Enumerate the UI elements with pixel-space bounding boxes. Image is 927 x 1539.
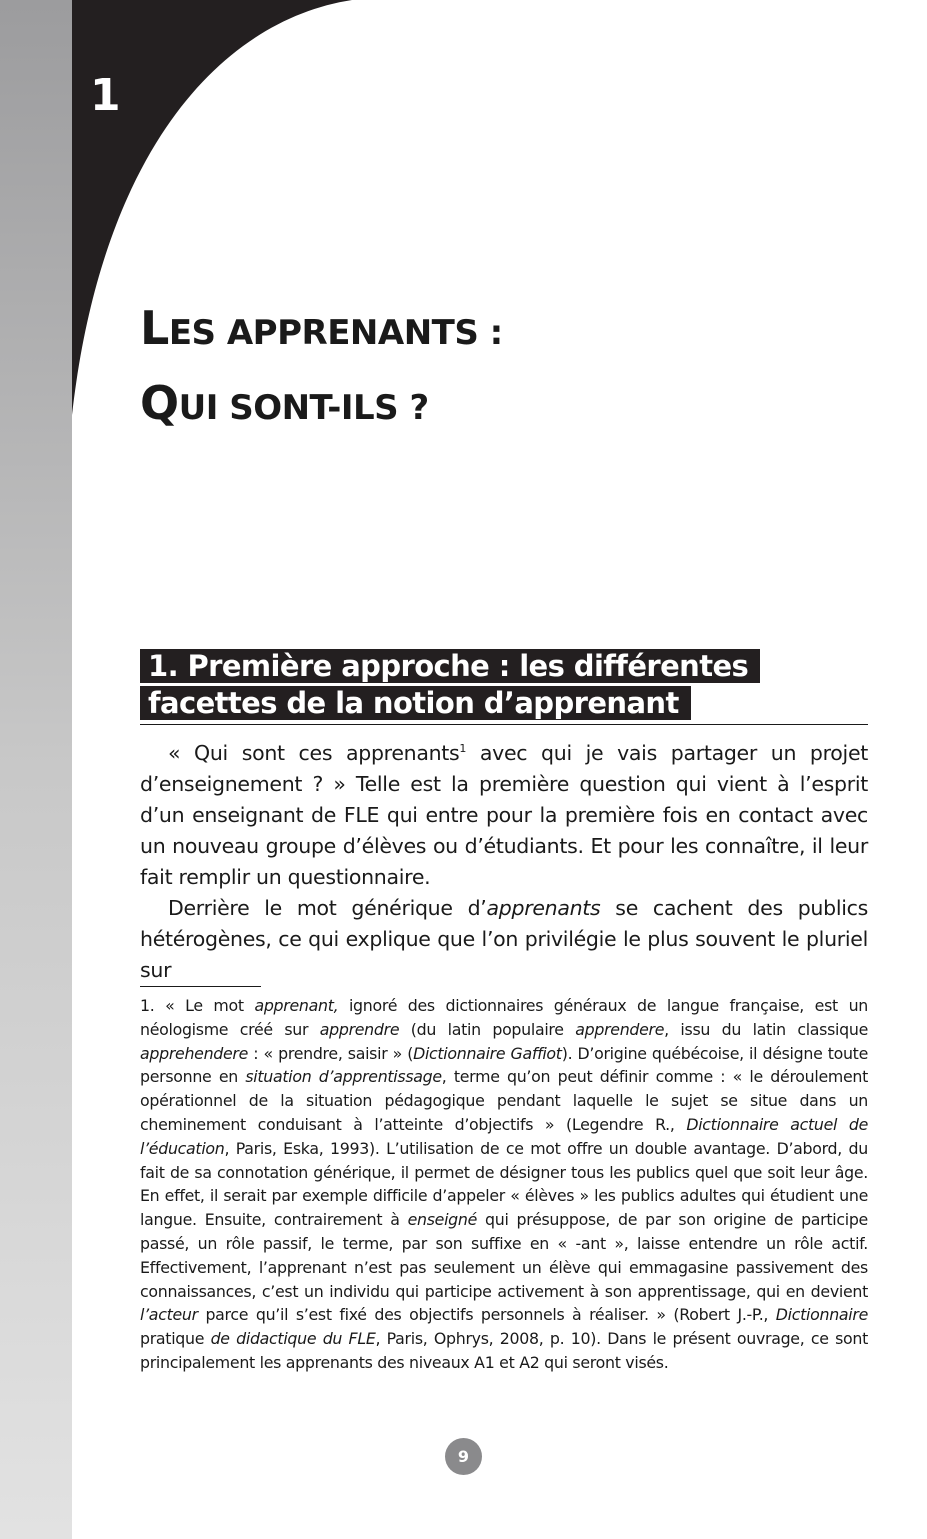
chapter-title xyxy=(140,296,503,446)
text-run: ). D’origine québécoise, il désigne toute personne en xyxy=(140,1043,868,1087)
page-number: 9 xyxy=(445,1438,482,1475)
text-run: enseigné xyxy=(407,1210,478,1230)
text-run: Dictionnaire xyxy=(775,1305,868,1325)
section-heading-line-1: 1. Première approche : les différentes xyxy=(140,649,760,683)
text-run: , issu du latin classique xyxy=(664,1019,868,1039)
text-run: apprehendere xyxy=(140,1043,249,1063)
page-edge-band xyxy=(0,0,72,1539)
paragraph xyxy=(140,893,868,986)
section-heading-line-2: facettes de la notion d’apprenant xyxy=(140,686,691,720)
section-heading xyxy=(140,648,868,725)
text-run: avec qui je vais partager un projet d’enseignement ? » Telle est la première question qui vient à l’esprit d’un enseignant de FLE qui entre pour la première fois en contact avec un nouveau groupe d’élèves ou d’étudiants. Et pour les connaître, il leur fait remplir un questionnaire. xyxy=(140,741,868,889)
text-run: parce qu’il s’est fixé des objectifs personnels à réaliser. » (Robert J.-P., xyxy=(197,1305,776,1325)
text-run: , Paris, Eska, 1993). L’utilisation de ce mot offre un double avantage. D’abord, du fait de sa connotation générique, il permet de désigner tous les publics quel que soit leur âge. En effet, il serait par exemple difficile d’appeler « élèves » les publics adultes qui étudient une langue. Ensuite, contrairement à xyxy=(140,1138,868,1230)
text-run: l’acteur xyxy=(140,1305,198,1325)
text-run: apprendere xyxy=(575,1019,665,1039)
text-run: se cachent des publics hétérogènes, ce qui explique que l’on privilégie le plus souvent le pluriel sur xyxy=(140,896,868,982)
text-run: de didactique du FLE xyxy=(210,1329,376,1349)
paragraph xyxy=(140,738,868,893)
text-run: Dictionnaire Gaffiot xyxy=(413,1043,562,1063)
text-run: : « prendre, saisir » ( xyxy=(248,1043,414,1063)
text-run: (du latin populaire xyxy=(399,1019,576,1039)
text-run: Derrière le mot générique d’ xyxy=(168,896,487,920)
text-run: « Qui sont ces apprenants xyxy=(168,741,460,765)
text-run: , terme qu’on peut définir comme : « le déroulement opérationnel de la situation pédagogique pendant laquelle le sujet se situe dans un cheminement conduisant à l’atteinte d’objectifs » (Legendre R., xyxy=(140,1067,868,1134)
text-run: apprenant, xyxy=(254,996,339,1015)
footnote xyxy=(140,994,868,1375)
footnote-reference: 1 xyxy=(459,742,467,755)
text-run: pratique xyxy=(140,1329,211,1349)
text-run: situation d’apprentissage xyxy=(245,1067,442,1087)
chapter-title-line-2: QUI SONT-ILS ? xyxy=(140,376,429,430)
text-run: apprendre xyxy=(319,1019,400,1039)
text-run: Dictionnaire actuel de l’éducation xyxy=(140,1114,868,1158)
text-run: , Paris, Ophrys, 2008, p. 10). Dans le présent ouvrage, ce sont principalement les apprenants des niveaux A1 et A2 qui seront visés. xyxy=(140,1329,868,1372)
chapter-title-line-1: LES APPRENANTS : xyxy=(140,301,503,355)
chapter-number: 1 xyxy=(90,70,121,121)
body-text xyxy=(140,738,868,986)
text-run: 1. « Le mot xyxy=(140,996,255,1015)
text-run: apprenants xyxy=(486,896,601,920)
footnote-separator xyxy=(140,986,261,987)
text-run: qui présuppose, de par son origine de participe passé, un rôle passif, le terme, par son suffixe en « -ant », laisse entendre un rôle actif. Effectivement, l’apprenant n’est pas seulement un élève qui emmagasine passivement des connaissances, c’est un individu qui participe activement à son apprentissage, qui en devient xyxy=(140,1210,868,1301)
text-run: ignoré des dictionnaires généraux de langue française, est un néologisme créé sur xyxy=(140,996,868,1039)
